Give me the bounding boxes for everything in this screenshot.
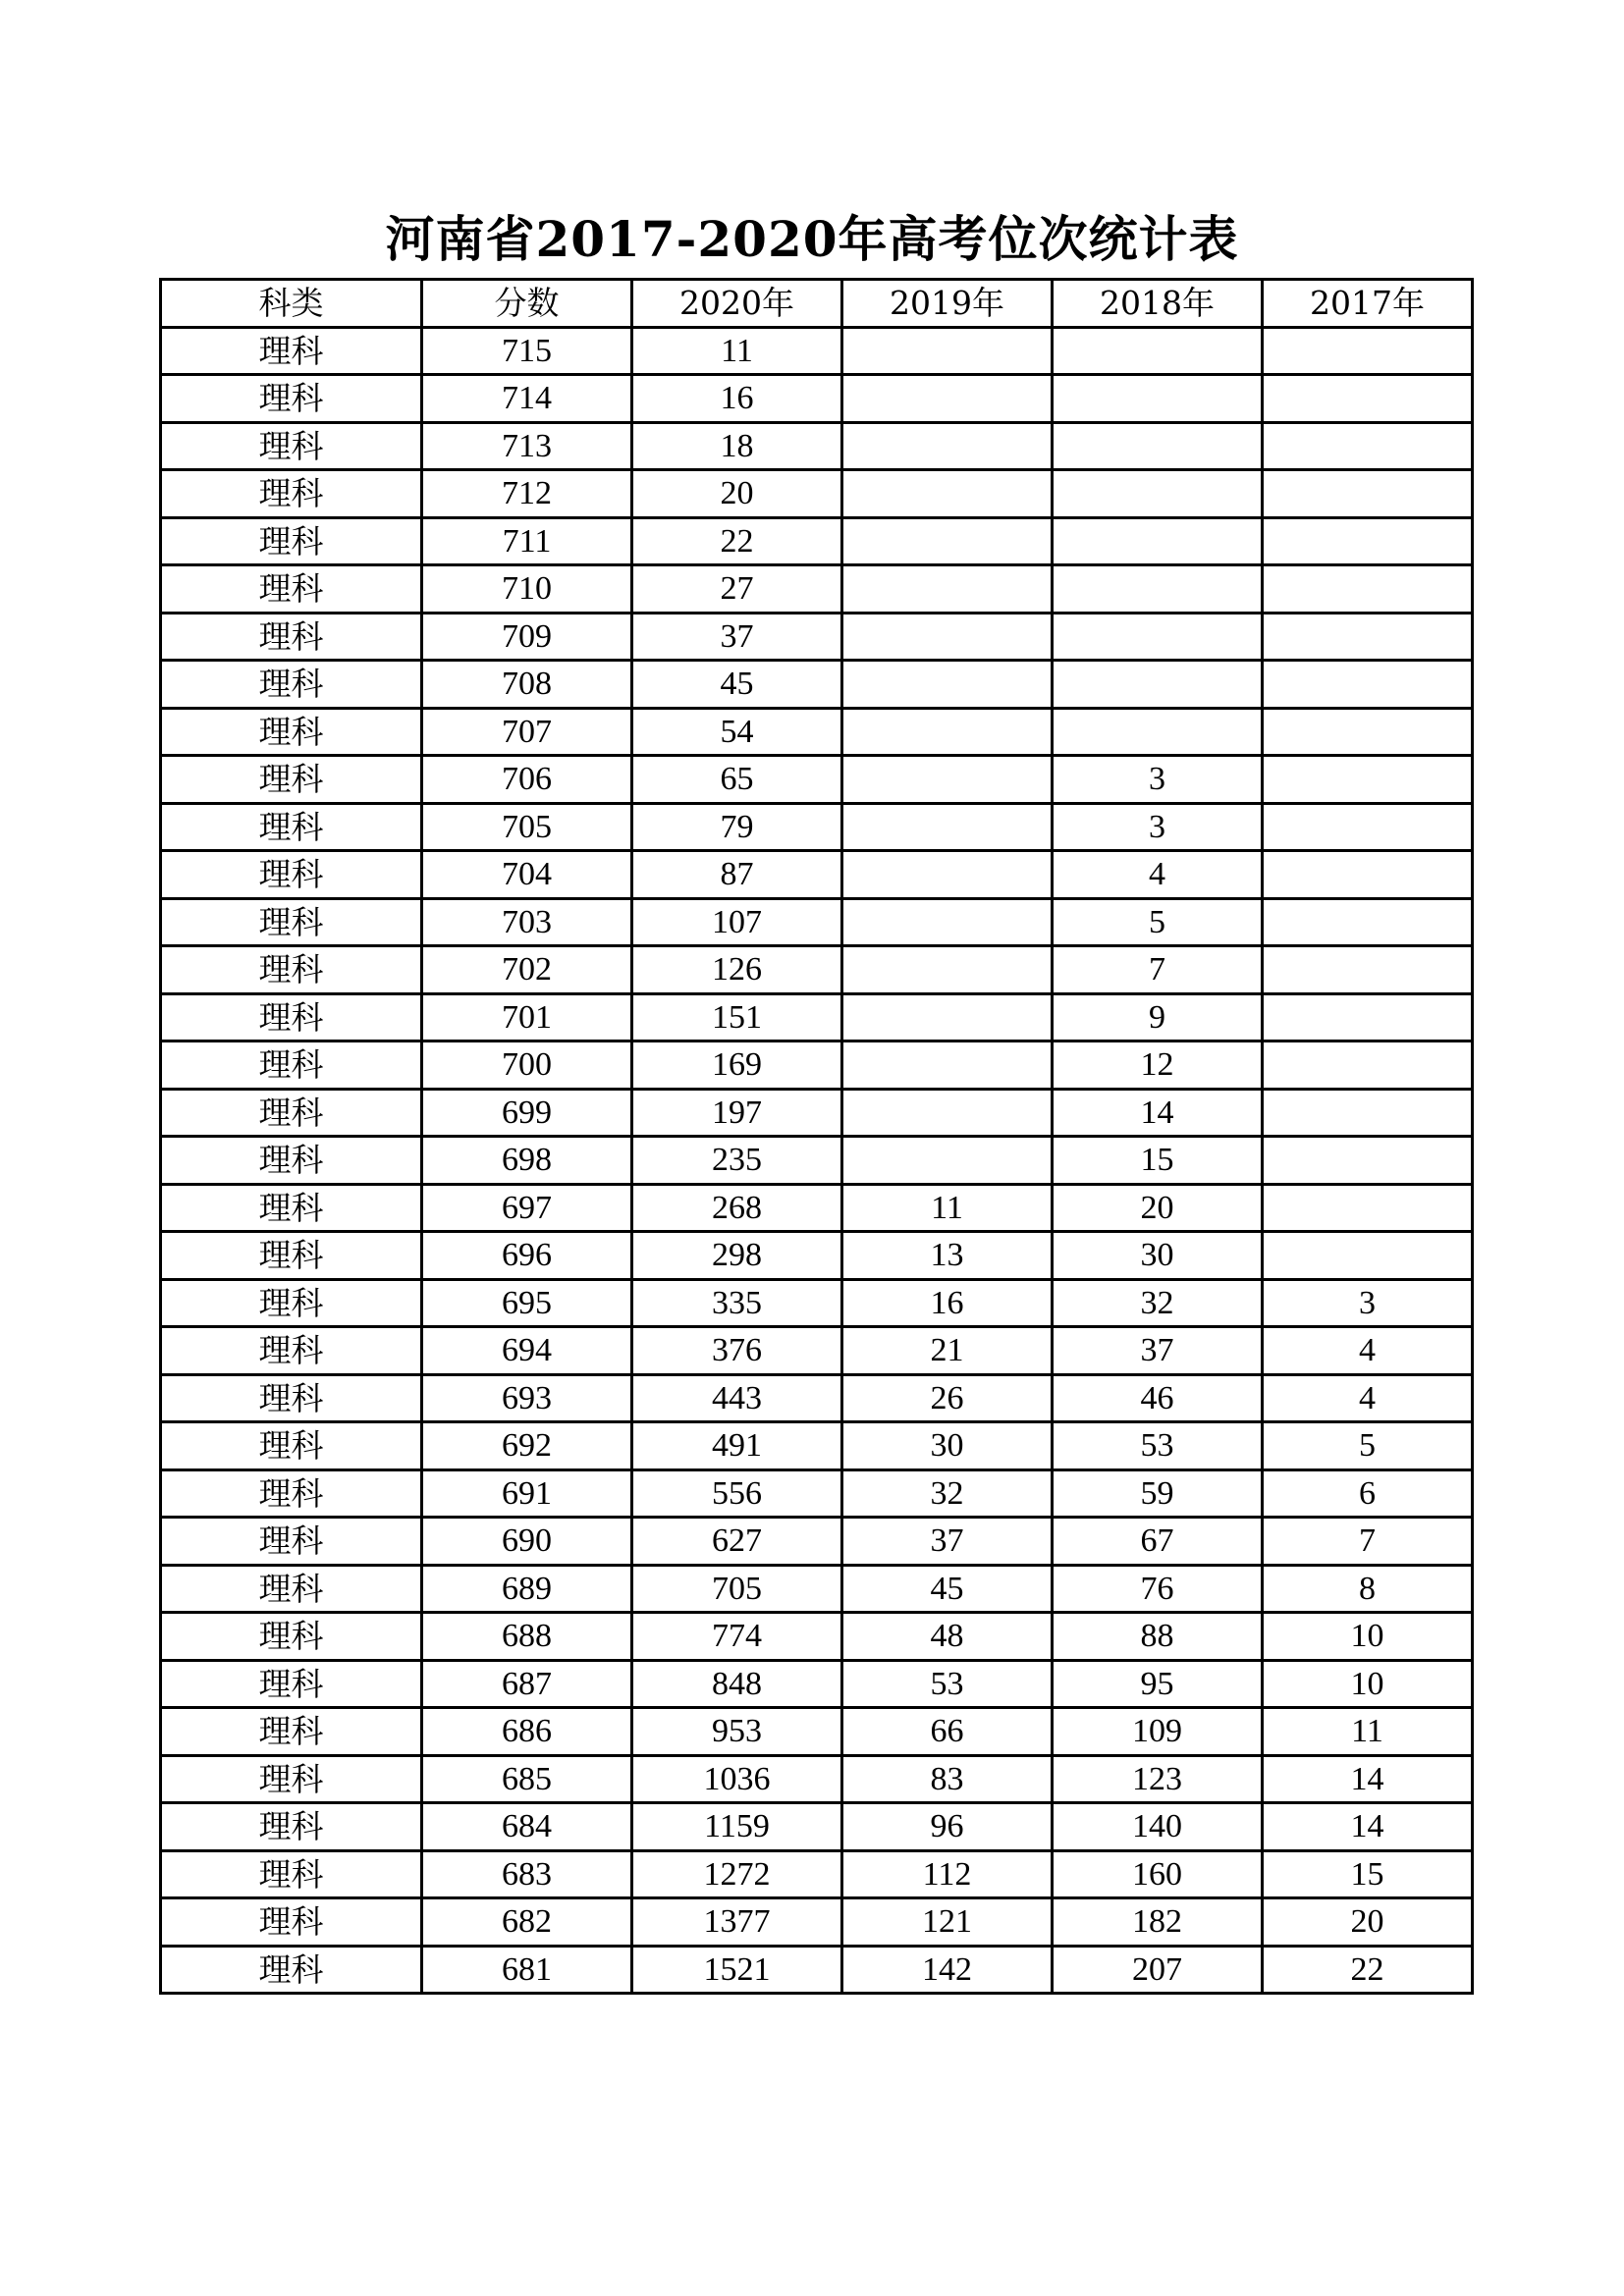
- score-cell: 706: [422, 756, 632, 804]
- score-cell: 708: [422, 661, 632, 709]
- category-cell: 理科: [161, 517, 422, 565]
- rank-2020-cell: 45: [632, 661, 842, 709]
- table-row: [161, 1279, 1473, 1327]
- rank-2019-cell: [842, 851, 1053, 899]
- score-cell: 683: [422, 1850, 632, 1898]
- rank-2018-cell: 88: [1053, 1613, 1263, 1661]
- score-cell: 684: [422, 1803, 632, 1851]
- rank-2017-cell: [1263, 946, 1473, 994]
- rank-2019-cell: [842, 375, 1053, 423]
- rank-2020-cell: 627: [632, 1518, 842, 1566]
- rank-2018-cell: 207: [1053, 1946, 1263, 1994]
- score-cell: 707: [422, 708, 632, 756]
- rank-2018-cell: 14: [1053, 1089, 1263, 1137]
- category-cell: 理科: [161, 851, 422, 899]
- rank-2018-cell: 15: [1053, 1137, 1263, 1185]
- rank-2017-cell: 6: [1263, 1469, 1473, 1518]
- score-cell: 681: [422, 1946, 632, 1994]
- rank-2020-cell: 18: [632, 422, 842, 470]
- rank-2020-cell: 1521: [632, 1946, 842, 1994]
- category-cell: 理科: [161, 1279, 422, 1327]
- header-row: [161, 280, 1473, 328]
- rank-2020-cell: 376: [632, 1327, 842, 1375]
- rank-2017-cell: [1263, 565, 1473, 614]
- category-cell: 理科: [161, 1755, 422, 1803]
- rank-2017-cell: [1263, 1232, 1473, 1280]
- category-cell: 理科: [161, 1898, 422, 1947]
- page-title: 河南省2017-2020年高考位次统计表: [385, 210, 1239, 268]
- score-cell: 700: [422, 1041, 632, 1090]
- table-row: [161, 803, 1473, 851]
- table-row: [161, 1041, 1473, 1090]
- header-2018: 2018年: [1053, 280, 1263, 328]
- rank-2019-cell: 21: [842, 1327, 1053, 1375]
- table-row: [161, 327, 1473, 375]
- category-cell: 理科: [161, 470, 422, 518]
- category-cell: 理科: [161, 946, 422, 994]
- table-row: [161, 1422, 1473, 1470]
- table-row: [161, 1469, 1473, 1518]
- rank-2018-cell: 109: [1053, 1708, 1263, 1756]
- category-cell: 理科: [161, 1660, 422, 1708]
- table-row: [161, 470, 1473, 518]
- rank-2019-cell: [842, 422, 1053, 470]
- header-2020: 2020年: [632, 280, 842, 328]
- rank-2019-cell: 66: [842, 1708, 1053, 1756]
- header-2019: 2019年: [842, 280, 1053, 328]
- table-row: [161, 661, 1473, 709]
- category-cell: 理科: [161, 1089, 422, 1137]
- rank-2020-cell: 126: [632, 946, 842, 994]
- rank-2018-cell: 9: [1053, 993, 1263, 1041]
- category-cell: 理科: [161, 565, 422, 614]
- rank-2019-cell: [842, 803, 1053, 851]
- rank-2020-cell: 1159: [632, 1803, 842, 1851]
- rank-2020-cell: 197: [632, 1089, 842, 1137]
- rank-2017-cell: 3: [1263, 1279, 1473, 1327]
- rank-2020-cell: 335: [632, 1279, 842, 1327]
- rank-2018-cell: 160: [1053, 1850, 1263, 1898]
- table-row: [161, 993, 1473, 1041]
- rank-2019-cell: 96: [842, 1803, 1053, 1851]
- score-cell: 710: [422, 565, 632, 614]
- rank-2019-cell: 142: [842, 1946, 1053, 1994]
- rank-2019-cell: [842, 470, 1053, 518]
- rank-2019-cell: 11: [842, 1184, 1053, 1232]
- score-cell: 709: [422, 613, 632, 661]
- rank-2017-cell: [1263, 756, 1473, 804]
- rank-2018-cell: 3: [1053, 803, 1263, 851]
- rank-2019-cell: [842, 565, 1053, 614]
- score-cell: 688: [422, 1613, 632, 1661]
- rank-2019-cell: 37: [842, 1518, 1053, 1566]
- rank-2019-cell: 45: [842, 1565, 1053, 1613]
- rank-2017-cell: [1263, 422, 1473, 470]
- rank-2019-cell: 53: [842, 1660, 1053, 1708]
- table-row: [161, 1184, 1473, 1232]
- category-cell: 理科: [161, 1422, 422, 1470]
- rank-2017-cell: 22: [1263, 1946, 1473, 1994]
- table-row: [161, 898, 1473, 946]
- rank-2020-cell: 22: [632, 517, 842, 565]
- rank-2017-cell: [1263, 517, 1473, 565]
- rank-2020-cell: 54: [632, 708, 842, 756]
- rank-2018-cell: [1053, 327, 1263, 375]
- table-row: [161, 1898, 1473, 1947]
- rank-2018-cell: 59: [1053, 1469, 1263, 1518]
- rank-2019-cell: [842, 898, 1053, 946]
- category-cell: 理科: [161, 1613, 422, 1661]
- rank-2017-cell: 14: [1263, 1803, 1473, 1851]
- rank-2020-cell: 65: [632, 756, 842, 804]
- rank-2018-cell: 95: [1053, 1660, 1263, 1708]
- rank-2018-cell: [1053, 613, 1263, 661]
- category-cell: 理科: [161, 1565, 422, 1613]
- rank-2019-cell: [842, 756, 1053, 804]
- rank-2019-cell: [842, 1041, 1053, 1090]
- table-row: [161, 1660, 1473, 1708]
- rank-2020-cell: 556: [632, 1469, 842, 1518]
- table-row: [161, 851, 1473, 899]
- table-row: [161, 1232, 1473, 1280]
- category-cell: 理科: [161, 1327, 422, 1375]
- category-cell: 理科: [161, 327, 422, 375]
- rank-2018-cell: [1053, 565, 1263, 614]
- rank-2020-cell: 1377: [632, 1898, 842, 1947]
- score-cell: 705: [422, 803, 632, 851]
- rank-2017-cell: [1263, 1041, 1473, 1090]
- rank-2018-cell: [1053, 708, 1263, 756]
- header-score: 分数: [422, 280, 632, 328]
- rank-2018-cell: 182: [1053, 1898, 1263, 1947]
- rank-2018-cell: 140: [1053, 1803, 1263, 1851]
- category-cell: 理科: [161, 1469, 422, 1518]
- rank-2017-cell: 4: [1263, 1327, 1473, 1375]
- rank-2019-cell: 112: [842, 1850, 1053, 1898]
- rank-2020-cell: 268: [632, 1184, 842, 1232]
- rank-2020-cell: 491: [632, 1422, 842, 1470]
- category-cell: 理科: [161, 756, 422, 804]
- category-cell: 理科: [161, 375, 422, 423]
- category-cell: 理科: [161, 1518, 422, 1566]
- rank-2017-cell: [1263, 661, 1473, 709]
- rank-2019-cell: 121: [842, 1898, 1053, 1947]
- rank-2017-cell: 7: [1263, 1518, 1473, 1566]
- rank-2019-cell: [842, 327, 1053, 375]
- rank-2020-cell: 27: [632, 565, 842, 614]
- rank-2020-cell: 235: [632, 1137, 842, 1185]
- rank-2017-cell: [1263, 708, 1473, 756]
- rank-2018-cell: 5: [1053, 898, 1263, 946]
- category-cell: 理科: [161, 1184, 422, 1232]
- score-cell: 699: [422, 1089, 632, 1137]
- score-cell: 714: [422, 375, 632, 423]
- rank-2018-cell: [1053, 375, 1263, 423]
- rank-2018-cell: [1053, 661, 1263, 709]
- table-row: [161, 946, 1473, 994]
- score-cell: 687: [422, 1660, 632, 1708]
- category-cell: 理科: [161, 708, 422, 756]
- rank-2017-cell: 20: [1263, 1898, 1473, 1947]
- rank-2020-cell: 1036: [632, 1755, 842, 1803]
- rank-2020-cell: 169: [632, 1041, 842, 1090]
- rank-2018-cell: 46: [1053, 1374, 1263, 1422]
- rank-2017-cell: 15: [1263, 1850, 1473, 1898]
- rank-2018-cell: 123: [1053, 1755, 1263, 1803]
- score-cell: 715: [422, 327, 632, 375]
- rank-2018-cell: [1053, 422, 1263, 470]
- score-cell: 682: [422, 1898, 632, 1947]
- rank-2018-cell: 67: [1053, 1518, 1263, 1566]
- table-row: [161, 517, 1473, 565]
- category-cell: 理科: [161, 1137, 422, 1185]
- rank-2017-cell: 14: [1263, 1755, 1473, 1803]
- rank-2018-cell: 7: [1053, 946, 1263, 994]
- score-cell: 703: [422, 898, 632, 946]
- score-cell: 691: [422, 1469, 632, 1518]
- rank-2020-cell: 20: [632, 470, 842, 518]
- category-cell: 理科: [161, 993, 422, 1041]
- category-cell: 理科: [161, 1708, 422, 1756]
- rank-2017-cell: [1263, 1137, 1473, 1185]
- rank-2020-cell: 87: [632, 851, 842, 899]
- score-cell: 701: [422, 993, 632, 1041]
- table-row: [161, 1089, 1473, 1137]
- rank-2019-cell: 30: [842, 1422, 1053, 1470]
- rank-2019-cell: 16: [842, 1279, 1053, 1327]
- table-row: [161, 1518, 1473, 1566]
- table-row: [161, 565, 1473, 614]
- category-cell: 理科: [161, 422, 422, 470]
- score-cell: 697: [422, 1184, 632, 1232]
- rank-2020-cell: 298: [632, 1232, 842, 1280]
- table-row: [161, 1613, 1473, 1661]
- rank-2020-cell: 1272: [632, 1850, 842, 1898]
- rank-2017-cell: [1263, 1089, 1473, 1137]
- rank-2017-cell: [1263, 470, 1473, 518]
- table-row: [161, 1137, 1473, 1185]
- rank-2017-cell: 4: [1263, 1374, 1473, 1422]
- category-cell: 理科: [161, 613, 422, 661]
- rank-2017-cell: [1263, 1184, 1473, 1232]
- rank-2018-cell: 12: [1053, 1041, 1263, 1090]
- rank-2020-cell: 107: [632, 898, 842, 946]
- category-cell: 理科: [161, 1803, 422, 1851]
- rank-2017-cell: 5: [1263, 1422, 1473, 1470]
- table-row: [161, 708, 1473, 756]
- rank-2018-cell: 3: [1053, 756, 1263, 804]
- rank-2018-cell: 30: [1053, 1232, 1263, 1280]
- table-row: [161, 1803, 1473, 1851]
- score-cell: 690: [422, 1518, 632, 1566]
- category-cell: 理科: [161, 1850, 422, 1898]
- category-cell: 理科: [161, 898, 422, 946]
- score-cell: 711: [422, 517, 632, 565]
- rank-2019-cell: [842, 613, 1053, 661]
- rank-2017-cell: 8: [1263, 1565, 1473, 1613]
- score-cell: 712: [422, 470, 632, 518]
- rank-2020-cell: 151: [632, 993, 842, 1041]
- rank-2020-cell: 774: [632, 1613, 842, 1661]
- category-cell: 理科: [161, 1374, 422, 1422]
- rank-2018-cell: 76: [1053, 1565, 1263, 1613]
- table-row: [161, 375, 1473, 423]
- rank-2017-cell: [1263, 898, 1473, 946]
- score-cell: 704: [422, 851, 632, 899]
- score-cell: 713: [422, 422, 632, 470]
- rank-2020-cell: 443: [632, 1374, 842, 1422]
- rank-2020-cell: 11: [632, 327, 842, 375]
- rank-2017-cell: [1263, 803, 1473, 851]
- rank-2019-cell: [842, 1137, 1053, 1185]
- rank-2017-cell: 11: [1263, 1708, 1473, 1756]
- table-row: [161, 756, 1473, 804]
- score-cell: 696: [422, 1232, 632, 1280]
- rank-2017-cell: [1263, 613, 1473, 661]
- rank-2017-cell: 10: [1263, 1613, 1473, 1661]
- rank-2020-cell: 953: [632, 1708, 842, 1756]
- table-row: [161, 1708, 1473, 1756]
- score-cell: 693: [422, 1374, 632, 1422]
- rank-2017-cell: [1263, 327, 1473, 375]
- table-row: [161, 1850, 1473, 1898]
- category-cell: 理科: [161, 803, 422, 851]
- score-cell: 695: [422, 1279, 632, 1327]
- rank-2019-cell: [842, 708, 1053, 756]
- table-row: [161, 1755, 1473, 1803]
- table-body: [161, 327, 1473, 1994]
- rank-2018-cell: [1053, 470, 1263, 518]
- rank-2019-cell: 32: [842, 1469, 1053, 1518]
- rank-2020-cell: 705: [632, 1565, 842, 1613]
- table-row: [161, 1327, 1473, 1375]
- rank-2019-cell: [842, 517, 1053, 565]
- category-cell: 理科: [161, 1041, 422, 1090]
- header-2017: 2017年: [1263, 280, 1473, 328]
- table-row: [161, 422, 1473, 470]
- rank-2020-cell: 848: [632, 1660, 842, 1708]
- table-row: [161, 1565, 1473, 1613]
- score-cell: 692: [422, 1422, 632, 1470]
- rank-table: [159, 278, 1474, 1995]
- category-cell: 理科: [161, 1946, 422, 1994]
- table-row: [161, 613, 1473, 661]
- rank-2018-cell: 37: [1053, 1327, 1263, 1375]
- rank-2017-cell: [1263, 993, 1473, 1041]
- score-cell: 689: [422, 1565, 632, 1613]
- score-cell: 685: [422, 1755, 632, 1803]
- score-cell: 702: [422, 946, 632, 994]
- rank-2019-cell: [842, 993, 1053, 1041]
- rank-2018-cell: 53: [1053, 1422, 1263, 1470]
- rank-2018-cell: [1053, 517, 1263, 565]
- rank-2019-cell: 83: [842, 1755, 1053, 1803]
- score-cell: 698: [422, 1137, 632, 1185]
- rank-2018-cell: 20: [1053, 1184, 1263, 1232]
- header-category: 科类: [161, 280, 422, 328]
- table-row: [161, 1946, 1473, 1994]
- rank-2019-cell: [842, 946, 1053, 994]
- rank-2020-cell: 79: [632, 803, 842, 851]
- category-cell: 理科: [161, 1232, 422, 1280]
- rank-2017-cell: [1263, 851, 1473, 899]
- rank-2019-cell: 48: [842, 1613, 1053, 1661]
- rank-2017-cell: [1263, 375, 1473, 423]
- rank-2020-cell: 37: [632, 613, 842, 661]
- rank-2018-cell: 32: [1053, 1279, 1263, 1327]
- rank-2018-cell: 4: [1053, 851, 1263, 899]
- rank-2019-cell: 26: [842, 1374, 1053, 1422]
- table-row: [161, 1374, 1473, 1422]
- score-cell: 694: [422, 1327, 632, 1375]
- rank-2017-cell: 10: [1263, 1660, 1473, 1708]
- rank-2020-cell: 16: [632, 375, 842, 423]
- rank-2019-cell: 13: [842, 1232, 1053, 1280]
- rank-2019-cell: [842, 1089, 1053, 1137]
- score-cell: 686: [422, 1708, 632, 1756]
- rank-2019-cell: [842, 661, 1053, 709]
- category-cell: 理科: [161, 661, 422, 709]
